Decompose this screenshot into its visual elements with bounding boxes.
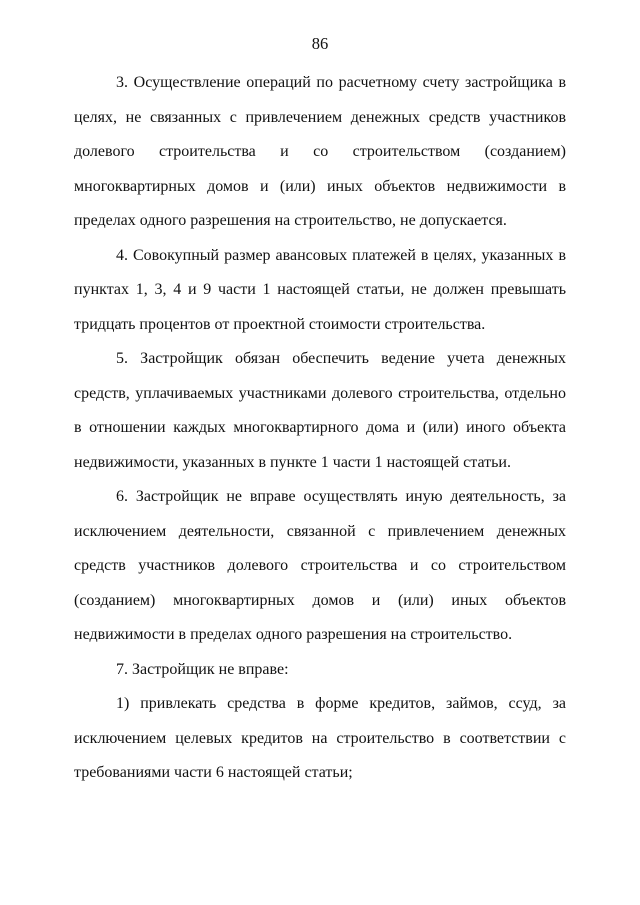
paragraph-7: 7. Застройщик не вправе: (116, 660, 289, 678)
page-number: 86 (311, 34, 329, 53)
paragraph-6: 6. Застройщик не вправе осуществлять иную деятельность, за исключением деятельности, связанной с привлечением денежных средств участников долевого строительства и со строительством (созданием) многоквартирных домов и (или) иных объектов недвижимости в пределах одного разрешения на строительство. (74, 488, 566, 643)
paragraph-5: 5. Застройщик обязан обеспечить ведение учета денежных средств, уплачиваемых участниками долевого строительства, отдельно в отношении каждых многоквартирного дома и (или) иного объекта недвижимости, указанных в пункте 1 части 1 настоящей статьи. (74, 350, 566, 471)
paragraph-3: 3. Осуществление операций по расчетному счету застройщика в целях, не связанных с привлечением денежных средств участников долевого строительства и со строительством (созданием) многоквартирных домов и (или) иных объектов недвижимости в пределах одного разрешения на строительство, не допускается. (74, 74, 566, 229)
document-body (74, 66, 566, 791)
paragraph-4: 4. Совокупный размер авансовых платежей в целях, указанных в пунктах 1, 3, 4 и 9 части 1 настоящей статьи, не должен превышать тридцать процентов от проектной стоимости строительства. (74, 246, 566, 333)
paragraph-7-item-1: 1) привлекать средства в форме кредитов, займов, ссуд, за исключением целевых кредитов на строительство в соответствии с требованиями части 6 настоящей статьи; (74, 695, 566, 781)
